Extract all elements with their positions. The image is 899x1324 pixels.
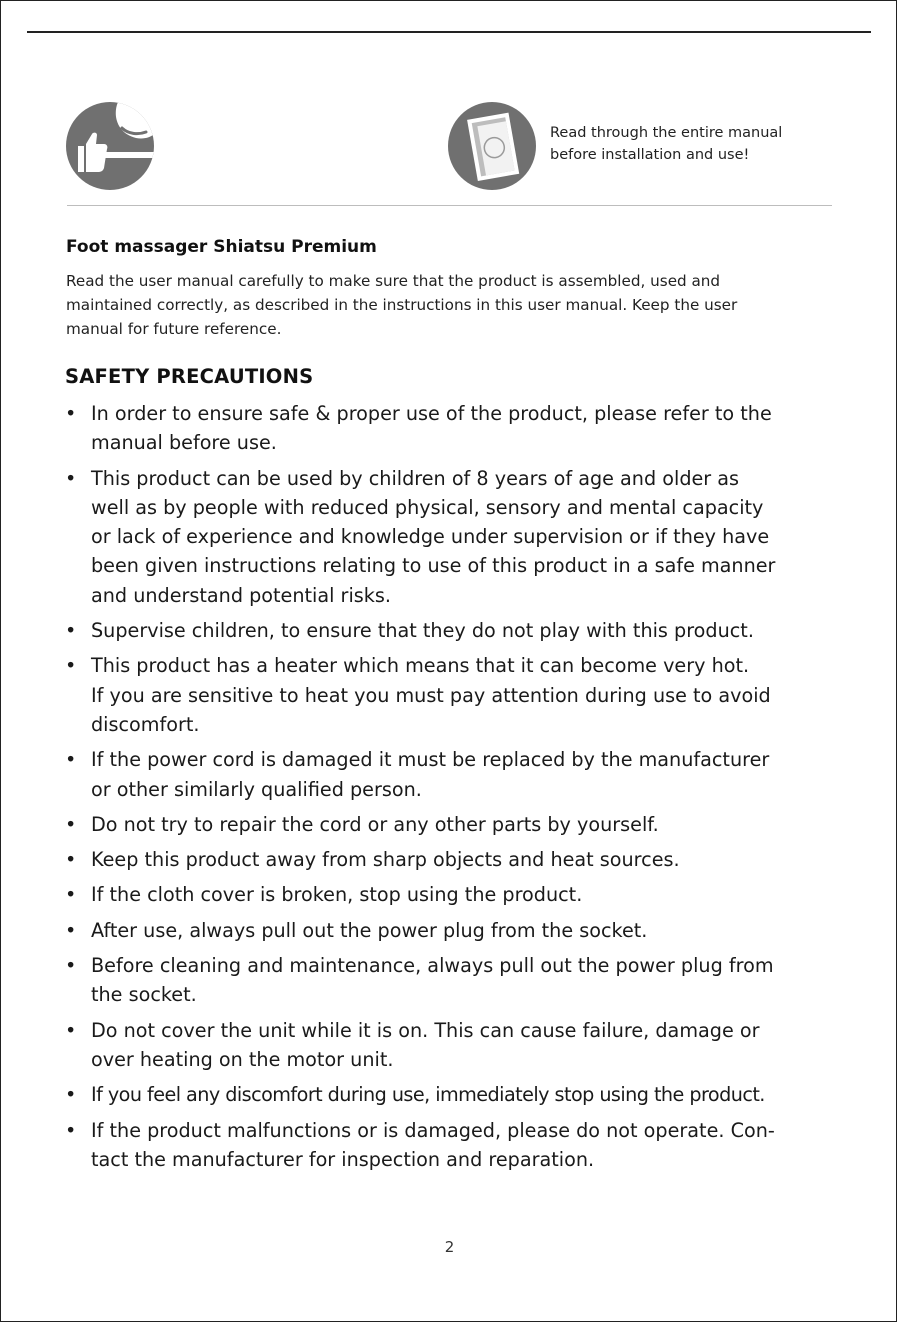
list-item	[65, 845, 855, 874]
section-title: SAFETY PRECAUTIONS	[65, 365, 314, 388]
list-item	[65, 810, 855, 839]
list-item-line: If you are sensitive to heat you must pay attention during use to avoid	[91, 683, 771, 707]
list-item	[65, 1016, 855, 1075]
notice-line: before installation and use!	[550, 147, 750, 163]
list-item-line: • If the power cord is damaged it must be replaced by the manufacturer	[91, 748, 770, 772]
page-number: 2	[444, 1238, 455, 1256]
list-item	[65, 616, 855, 645]
intro-paragraph	[66, 269, 856, 341]
divider	[67, 205, 832, 206]
list-item-line: • If the product malfunctions or is damaged, please do not operate. Con-	[91, 1118, 775, 1142]
list-item-line: the socket.	[91, 983, 197, 1007]
list-item	[65, 951, 855, 1010]
list-item-line: • Before cleaning and maintenance, always pull out the power plug from	[91, 954, 774, 978]
intro-line: manual for future reference.	[66, 320, 282, 338]
thumbs-up-sleep-icon	[66, 102, 154, 190]
safety-list	[65, 399, 855, 1180]
list-item-line: • This product has a heater which means that it can become very hot.	[91, 654, 750, 678]
list-item-line: • After use, always pull out the power plug from the socket.	[91, 918, 648, 942]
list-item-line: manual before use.	[91, 431, 277, 455]
top-rule	[27, 31, 871, 33]
list-item	[65, 651, 855, 739]
list-item-line: • If you feel any discomfort during use, immediately stop using the product.	[91, 1083, 765, 1107]
list-item-line: • Do not try to repair the cord or any other parts by yourself.	[91, 812, 659, 836]
list-item-line: • This product can be used by children of 8 years of age and older as	[91, 466, 740, 490]
list-item-line: • Do not cover the unit while it is on. This can cause failure, damage or	[91, 1018, 760, 1042]
list-item-line: over heating on the motor unit.	[91, 1047, 394, 1071]
list-item-line: and understand potential risks.	[91, 583, 391, 607]
product-title: Foot massager Shiatsu Premium	[66, 237, 377, 257]
notice-line: Read through the entire manual	[550, 125, 783, 141]
list-item	[65, 880, 855, 909]
list-item-line: • Supervise children, to ensure that they do not play with this product.	[91, 619, 754, 643]
list-item-line: • If the cloth cover is broken, stop using the product.	[91, 883, 583, 907]
list-item	[65, 399, 855, 458]
list-item-line: discomfort.	[91, 712, 200, 736]
list-item-line: or other similarly qualified person.	[91, 777, 422, 801]
list-item	[65, 464, 855, 610]
list-item-line: been given instructions relating to use of this product in a safe manner	[91, 554, 776, 578]
list-item-line: well as by people with reduced physical, sensory and mental capacity	[91, 495, 764, 519]
list-item	[65, 745, 855, 804]
intro-line: maintained correctly, as described in the instructions in this user manual. Keep the user	[66, 296, 738, 314]
manual-book-icon	[448, 102, 536, 190]
list-item-line: tact the manufacturer for inspection and reparation.	[91, 1147, 595, 1171]
list-item-line: or lack of experience and knowledge under supervision or if they have	[91, 525, 770, 549]
list-item	[65, 1080, 855, 1109]
list-item-line: • In order to ensure safe & proper use of the product, please refer to the	[91, 402, 772, 425]
list-item-line: • Keep this product away from sharp objects and heat sources.	[91, 848, 680, 872]
read-manual-notice	[550, 122, 840, 166]
intro-line: Read the user manual carefully to make sure that the product is assembled, used and	[66, 272, 721, 290]
list-item	[65, 916, 855, 945]
list-item	[65, 1116, 855, 1175]
